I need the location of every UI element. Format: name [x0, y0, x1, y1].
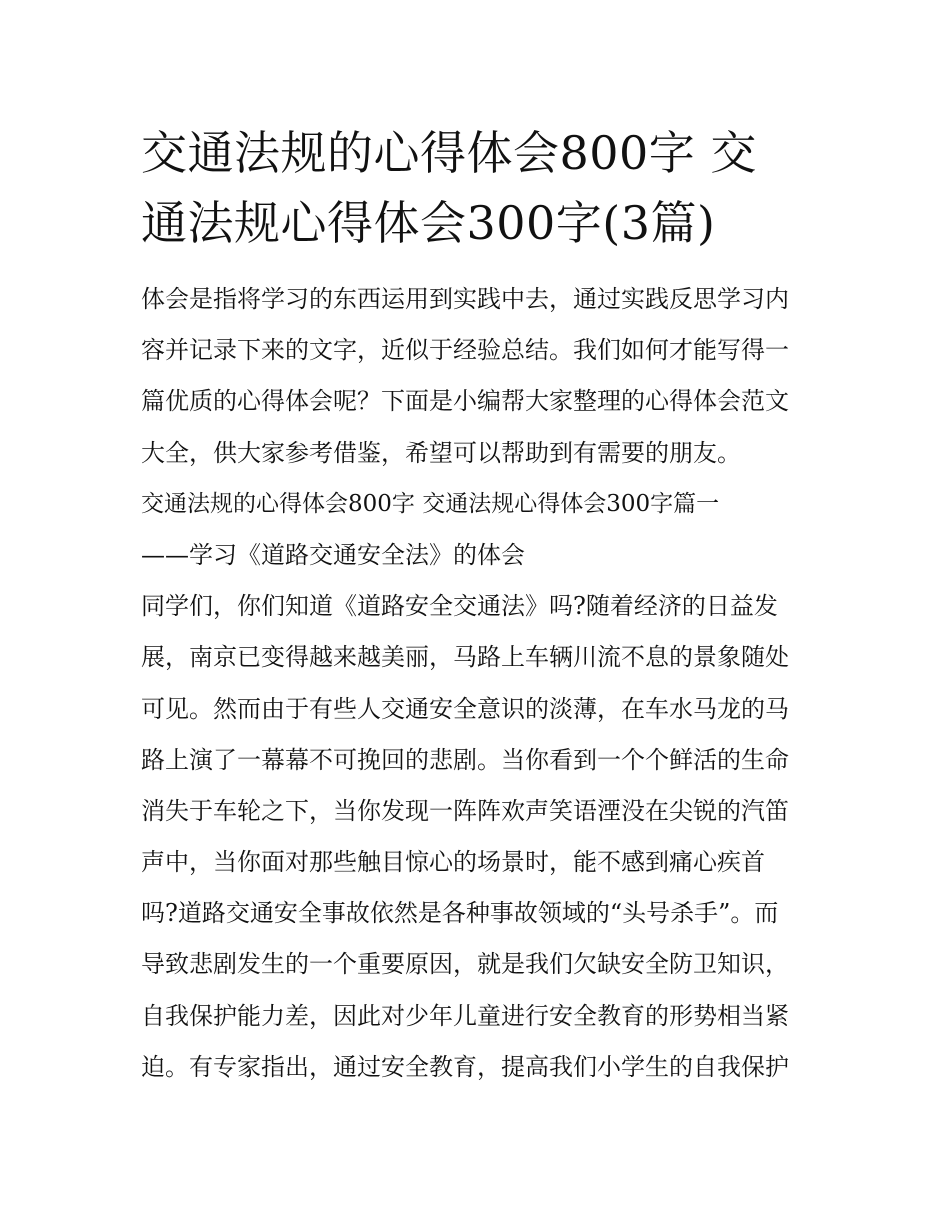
intro-line: 篇优质的心得体会呢？下面是小编帮大家整理的心得体会范文 — [141, 387, 789, 416]
paragraph-line: 消失于车轮之下，当你发现一阵阵欢声笑语湮没在尖锐的汽笛 — [141, 796, 789, 825]
section-subheading: ——学习《道路交通安全法》的体会 — [141, 540, 525, 569]
intro-line: 大全，供大家参考借鉴，希望可以帮助到有需要的朋友。 — [141, 438, 741, 467]
section-heading: 交通法规的心得体会800字 交通法规心得体会300字篇一 — [141, 490, 720, 517]
paragraph-line: 迫。有专家指出，通过安全教育，提高我们小学生的自我保护 — [141, 1052, 789, 1081]
paragraph-line: 可见。然而由于有些人交通安全意识的淡薄，在车水马龙的马 — [141, 694, 789, 723]
paragraph-line: 导致悲剧发生的一个重要原因，就是我们欠缺安全防卫知识， — [141, 950, 789, 979]
paragraph-line: 自我保护能力差，因此对少年儿童进行安全教育的形势相当紧 — [141, 1001, 789, 1030]
paragraph-line: 同学们，你们知道《道路安全交通法》吗?随着经济的日益发 — [141, 592, 778, 621]
paragraph-line: 吗?道路交通安全事故依然是各种事故领域的“头号杀手”。而 — [141, 899, 779, 928]
intro-line: 体会是指将学习的东西运用到实践中去，通过实践反思学习内 — [141, 285, 789, 313]
paragraph-line: 路上演了一幕幕不可挽回的悲剧。当你看到一个个鲜活的生命 — [141, 745, 789, 774]
title-line-1: 交通法规的心得体会800字 交 — [141, 126, 757, 180]
paragraph-line: 声中，当你面对那些触目惊心的场景时，能不感到痛心疾首 — [141, 848, 765, 877]
title-line-2: 通法规心得体会300字(3篇) — [141, 196, 716, 250]
paragraph-line: 展，南京已变得越来越美丽，马路上车辆川流不息的景象随处 — [141, 643, 789, 672]
document-body — [141, 274, 821, 1093]
intro-line: 容并记录下来的文字，近似于经验总结。我们如何才能写得一 — [141, 336, 789, 365]
document-title — [141, 118, 821, 258]
